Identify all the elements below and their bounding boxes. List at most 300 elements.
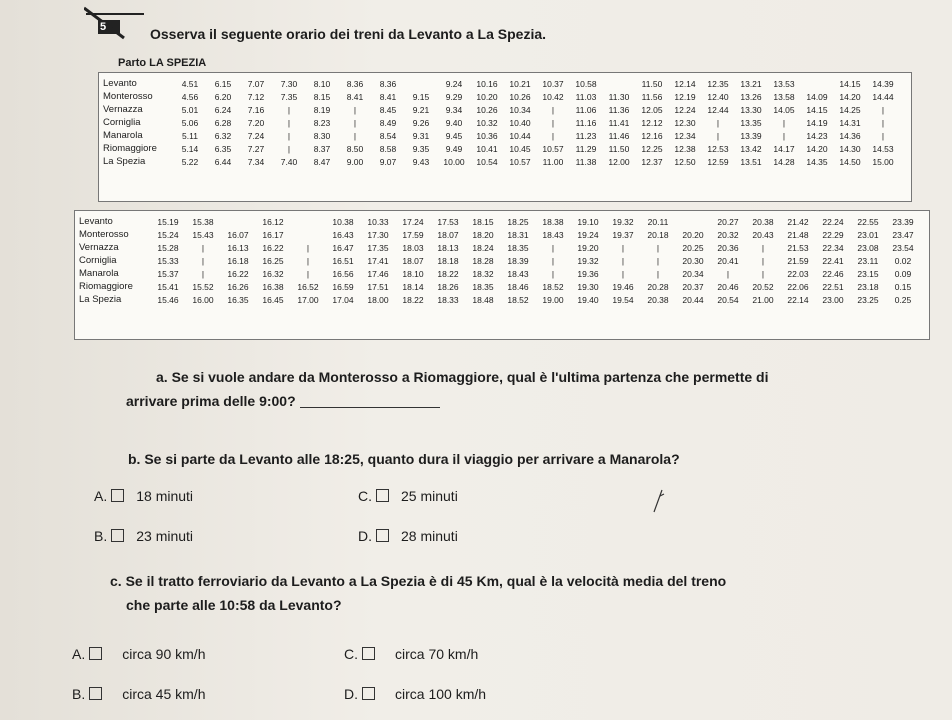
time-cell: 8.41 bbox=[346, 92, 364, 102]
time-cell: 14.09 bbox=[806, 92, 828, 102]
time-cell: 14.31 bbox=[839, 118, 861, 128]
time-cell: 14.36 bbox=[839, 131, 861, 141]
time-cell: 20.41 bbox=[717, 256, 739, 266]
time-cell: 10.20 bbox=[476, 92, 498, 102]
time-cell: 19.54 bbox=[612, 295, 634, 305]
time-cell: 18.43 bbox=[507, 269, 529, 279]
time-cell bbox=[804, 78, 830, 91]
time-cell: 16.43 bbox=[332, 230, 354, 240]
question-c-text: c. Se il tratto ferroviario da Levanto a La Spezia è di 45 Km, qual è la velocità media del treno bbox=[110, 573, 727, 589]
station-name: Monterosso bbox=[79, 229, 129, 240]
time-cell: 12.40 bbox=[707, 92, 729, 102]
time-cell: 16.07 bbox=[227, 230, 249, 240]
time-cell: 20.38 bbox=[752, 217, 774, 227]
checkbox[interactable] bbox=[111, 529, 124, 542]
time-cell: 18.00 bbox=[367, 295, 389, 305]
time-cell: 12.19 bbox=[674, 92, 696, 102]
time-cell: 16.25 bbox=[262, 256, 284, 266]
time-cell: 22.06 bbox=[787, 282, 809, 292]
time-cell: 10.33 bbox=[367, 217, 389, 227]
time-cell: 13.51 bbox=[740, 157, 762, 167]
question-a-text: a. Se si vuole andare da Monterosso a Riomaggiore, qual è l'ultima partenza che permette di bbox=[156, 369, 769, 385]
time-cell: | bbox=[306, 269, 310, 279]
time-cell: 23.11 bbox=[857, 256, 879, 266]
time-cell: 14.25 bbox=[839, 105, 861, 115]
time-cell: 17.04 bbox=[332, 295, 354, 305]
time-cell: | bbox=[287, 131, 291, 141]
time-cell: 10.36 bbox=[476, 131, 498, 141]
station-name: La Spezia bbox=[103, 156, 146, 167]
option-c-c[interactable]: C. circa 70 km/h bbox=[344, 646, 479, 662]
time-cell: | bbox=[287, 144, 291, 154]
time-cell: 18.35 bbox=[472, 282, 494, 292]
time-cell: 18.52 bbox=[542, 282, 564, 292]
time-cell: 18.14 bbox=[402, 282, 424, 292]
time-cell: 16.13 bbox=[227, 243, 249, 253]
time-cell: 5.22 bbox=[181, 157, 199, 167]
station-name: Corniglia bbox=[103, 117, 141, 128]
time-cell: 11.16 bbox=[575, 118, 597, 128]
time-cell: 19.32 bbox=[577, 256, 599, 266]
time-cell: | bbox=[287, 118, 291, 128]
time-cell: 15.41 bbox=[157, 282, 179, 292]
time-cell: 9.34 bbox=[445, 105, 463, 115]
time-cell: 10.21 bbox=[509, 79, 531, 89]
time-cell: 14.20 bbox=[806, 144, 828, 154]
time-cell: 11.36 bbox=[608, 105, 630, 115]
time-cell: 8.58 bbox=[379, 144, 397, 154]
time-cell: 8.19 bbox=[313, 105, 331, 115]
time-cell: 9.35 bbox=[412, 144, 430, 154]
time-cell: 14.30 bbox=[839, 144, 861, 154]
time-cell: 22.46 bbox=[822, 269, 844, 279]
time-cell: 18.48 bbox=[472, 295, 494, 305]
time-cell: 16.22 bbox=[262, 243, 284, 253]
time-cell: 14.15 bbox=[806, 105, 828, 115]
time-cell: 16.12 bbox=[262, 217, 284, 227]
station-names bbox=[79, 215, 133, 306]
time-cell: 7.34 bbox=[247, 157, 265, 167]
time-cell: 17.59 bbox=[402, 230, 424, 240]
station-names bbox=[103, 77, 157, 168]
time-cell: 7.30 bbox=[280, 79, 298, 89]
time-cell: | bbox=[656, 256, 660, 266]
time-cell: 16.00 bbox=[192, 295, 214, 305]
time-cell: | bbox=[353, 131, 357, 141]
time-cell: | bbox=[716, 131, 720, 141]
time-cell: 20.36 bbox=[717, 243, 739, 253]
time-cell: 7.12 bbox=[247, 92, 265, 102]
table-subtitle: Parto LA SPEZIA bbox=[118, 57, 207, 69]
time-cell: 19.40 bbox=[577, 295, 599, 305]
timetable-column bbox=[177, 78, 203, 169]
time-cell: 15.33 bbox=[157, 256, 179, 266]
time-cell: 5.01 bbox=[181, 105, 199, 115]
time-cell: 18.38 bbox=[542, 217, 564, 227]
time-cell: 14.19 bbox=[806, 118, 828, 128]
time-cell: | bbox=[881, 131, 885, 141]
time-cell: | bbox=[656, 243, 660, 253]
time-cell: 23.18 bbox=[857, 282, 879, 292]
time-cell: 0.09 bbox=[894, 269, 912, 279]
timetable-column bbox=[342, 78, 368, 169]
time-cell: 12.38 bbox=[674, 144, 696, 154]
time-cell: 8.47 bbox=[313, 157, 331, 167]
station-name: Riomaggiore bbox=[79, 281, 133, 292]
time-cell: 23.25 bbox=[857, 295, 879, 305]
time-cell: 22.14 bbox=[787, 295, 809, 305]
time-cell: 21.59 bbox=[787, 256, 809, 266]
time-cell: 23.00 bbox=[822, 295, 844, 305]
option-c-b[interactable]: B. circa 45 km/h bbox=[72, 686, 206, 702]
station-name: La Spezia bbox=[79, 294, 122, 305]
time-cell: 18.43 bbox=[542, 230, 564, 240]
time-cell: 18.10 bbox=[402, 269, 424, 279]
timetable-column bbox=[540, 216, 566, 307]
time-cell: 10.26 bbox=[509, 92, 531, 102]
time-cell: 10.57 bbox=[542, 144, 564, 154]
time-cell: 20.54 bbox=[717, 295, 739, 305]
time-cell: 12.59 bbox=[707, 157, 729, 167]
station-name: Vernazza bbox=[79, 242, 119, 253]
time-cell: 7.16 bbox=[247, 105, 265, 115]
time-cell: 11.41 bbox=[608, 118, 630, 128]
option-b-d[interactable]: D. 28 minuti bbox=[358, 528, 458, 544]
time-cell: 8.37 bbox=[313, 144, 331, 154]
time-cell: 23.39 bbox=[892, 217, 914, 227]
time-cell: 16.56 bbox=[332, 269, 354, 279]
checkbox[interactable] bbox=[376, 489, 389, 502]
timetable-column bbox=[680, 216, 706, 307]
time-cell: 11.30 bbox=[608, 92, 630, 102]
time-cell: 22.29 bbox=[822, 230, 844, 240]
station-name: Riomaggiore bbox=[103, 143, 157, 154]
time-cell: 20.28 bbox=[647, 282, 669, 292]
timetable-column bbox=[375, 78, 401, 169]
time-cell: 21.00 bbox=[752, 295, 774, 305]
time-cell: 5.06 bbox=[181, 118, 199, 128]
time-cell: 23.47 bbox=[892, 230, 914, 240]
time-cell: 20.44 bbox=[682, 295, 704, 305]
timetable-column bbox=[820, 216, 846, 307]
time-cell: 16.35 bbox=[227, 295, 249, 305]
station-name: Monterosso bbox=[103, 91, 153, 102]
time-cell: 19.24 bbox=[577, 230, 599, 240]
checkbox[interactable] bbox=[362, 687, 375, 700]
time-cell: 22.03 bbox=[787, 269, 809, 279]
time-cell: 20.43 bbox=[752, 230, 774, 240]
time-cell: 5.14 bbox=[181, 144, 199, 154]
time-cell: 4.51 bbox=[181, 79, 199, 89]
time-cell: 4.56 bbox=[181, 92, 199, 102]
timetable-column bbox=[870, 78, 896, 169]
time-cell: 0.25 bbox=[894, 295, 912, 305]
time-cell: 10.32 bbox=[476, 118, 498, 128]
time-cell: 18.22 bbox=[402, 295, 424, 305]
timetable-column bbox=[672, 78, 698, 169]
time-cell: 8.30 bbox=[313, 131, 331, 141]
time-cell: 17.35 bbox=[367, 243, 389, 253]
time-cell: 17.53 bbox=[437, 217, 459, 227]
timetable-column bbox=[400, 216, 426, 307]
time-cell: 16.17 bbox=[262, 230, 284, 240]
timetable-column bbox=[155, 216, 181, 307]
timetable-column bbox=[276, 78, 302, 169]
time-cell: 11.00 bbox=[542, 157, 564, 167]
time-cell: 18.07 bbox=[437, 230, 459, 240]
time-cell: 18.18 bbox=[437, 256, 459, 266]
timetable-column bbox=[738, 78, 764, 169]
time-cell: 14.39 bbox=[872, 79, 894, 89]
time-cell: | bbox=[551, 269, 555, 279]
time-cell: | bbox=[782, 118, 786, 128]
station-name: Manarola bbox=[103, 130, 143, 141]
time-cell: 10.41 bbox=[476, 144, 498, 154]
time-cell: 9.00 bbox=[346, 157, 364, 167]
time-cell: | bbox=[201, 243, 205, 253]
time-cell: 8.45 bbox=[379, 105, 397, 115]
time-cell: 20.18 bbox=[647, 230, 669, 240]
time-cell: | bbox=[551, 131, 555, 141]
time-cell: 16.51 bbox=[332, 256, 354, 266]
time-cell: 16.52 bbox=[297, 282, 319, 292]
time-cell: 15.37 bbox=[157, 269, 179, 279]
exercise-number-marker bbox=[84, 6, 146, 40]
station-name: Corniglia bbox=[79, 255, 117, 266]
time-cell: 14.05 bbox=[773, 105, 795, 115]
checkbox[interactable] bbox=[89, 687, 102, 700]
time-cell: 8.15 bbox=[313, 92, 331, 102]
timetable-afternoon bbox=[74, 210, 930, 340]
time-cell: 10.54 bbox=[476, 157, 498, 167]
option-c-d[interactable]: D. circa 100 km/h bbox=[344, 686, 487, 702]
time-cell bbox=[295, 229, 321, 242]
time-cell: 20.25 bbox=[682, 243, 704, 253]
time-cell: 14.20 bbox=[839, 92, 861, 102]
time-cell: 10.40 bbox=[509, 118, 531, 128]
time-cell: 9.49 bbox=[445, 144, 463, 154]
time-cell: 18.28 bbox=[472, 256, 494, 266]
time-cell: 14.17 bbox=[773, 144, 795, 154]
time-cell: 16.26 bbox=[227, 282, 249, 292]
time-cell: 9.15 bbox=[412, 92, 430, 102]
time-cell: 14.28 bbox=[773, 157, 795, 167]
time-cell: 0.02 bbox=[894, 256, 912, 266]
time-cell: 22.41 bbox=[822, 256, 844, 266]
time-cell: | bbox=[881, 105, 885, 115]
time-cell: 18.20 bbox=[472, 230, 494, 240]
time-cell: 18.22 bbox=[437, 269, 459, 279]
time-cell: 17.30 bbox=[367, 230, 389, 240]
time-cell: 10.58 bbox=[575, 79, 597, 89]
time-cell: 14.44 bbox=[872, 92, 894, 102]
time-cell: 23.15 bbox=[857, 269, 879, 279]
time-cell: 10.34 bbox=[509, 105, 531, 115]
timetable-column bbox=[771, 78, 797, 169]
time-cell: 18.33 bbox=[437, 295, 459, 305]
time-cell: 11.29 bbox=[575, 144, 597, 154]
time-cell: 13.42 bbox=[740, 144, 762, 154]
time-cell: 13.30 bbox=[740, 105, 762, 115]
time-cell: 18.39 bbox=[507, 256, 529, 266]
time-cell: 12.30 bbox=[674, 118, 696, 128]
time-cell: | bbox=[306, 243, 310, 253]
checkbox[interactable] bbox=[376, 529, 389, 542]
time-cell: 10.38 bbox=[332, 217, 354, 227]
time-cell: 20.34 bbox=[682, 269, 704, 279]
time-cell: 12.35 bbox=[707, 79, 729, 89]
time-cell: 9.31 bbox=[412, 131, 430, 141]
time-cell: 10.16 bbox=[476, 79, 498, 89]
time-cell: | bbox=[621, 243, 625, 253]
time-cell: 15.28 bbox=[157, 243, 179, 253]
question-a-line: arrivare prima delle 9:00? bbox=[126, 393, 296, 409]
time-cell: 14.35 bbox=[806, 157, 828, 167]
timetable-column bbox=[190, 216, 216, 307]
time-cell: 0.15 bbox=[894, 282, 912, 292]
timetable-column bbox=[435, 216, 461, 307]
time-cell: 6.32 bbox=[214, 131, 232, 141]
timetable-column bbox=[225, 216, 251, 307]
time-cell: 19.46 bbox=[612, 282, 634, 292]
time-cell: 12.16 bbox=[641, 131, 663, 141]
timetable-column bbox=[855, 216, 881, 307]
timetable-column bbox=[750, 216, 776, 307]
time-cell: 11.46 bbox=[608, 131, 630, 141]
time-cell: 9.45 bbox=[445, 131, 463, 141]
time-cell: 14.50 bbox=[839, 157, 861, 167]
option-c-a[interactable]: A. circa 90 km/h bbox=[72, 646, 206, 662]
time-cell: 6.35 bbox=[214, 144, 232, 154]
time-cell: 9.07 bbox=[379, 157, 397, 167]
option-b-a[interactable]: A. 18 minuti bbox=[94, 488, 194, 504]
timetable-column bbox=[705, 78, 731, 169]
time-cell: 20.32 bbox=[717, 230, 739, 240]
time-cell: 10.57 bbox=[509, 157, 531, 167]
timetable-column bbox=[505, 216, 531, 307]
time-cell: | bbox=[201, 256, 205, 266]
time-cell bbox=[295, 216, 321, 229]
time-cell: 11.06 bbox=[575, 105, 597, 115]
time-cell: 19.20 bbox=[577, 243, 599, 253]
time-cell: 7.24 bbox=[247, 131, 265, 141]
time-cell: | bbox=[621, 269, 625, 279]
time-cell: 19.37 bbox=[612, 230, 634, 240]
time-cell: | bbox=[287, 105, 291, 115]
time-cell: 22.34 bbox=[822, 243, 844, 253]
time-cell: 13.39 bbox=[740, 131, 762, 141]
time-cell: | bbox=[761, 269, 765, 279]
time-cell: 20.37 bbox=[682, 282, 704, 292]
time-cell: 22.24 bbox=[822, 217, 844, 227]
time-cell: 22.51 bbox=[822, 282, 844, 292]
time-cell: 18.32 bbox=[472, 269, 494, 279]
time-cell: 12.44 bbox=[707, 105, 729, 115]
exercise-title: Osserva il seguente orario dei treni da Levanto a La Spezia. bbox=[150, 26, 547, 42]
timetable-column bbox=[715, 216, 741, 307]
time-cell: 5.11 bbox=[182, 131, 198, 141]
time-cell: 6.15 bbox=[214, 79, 232, 89]
checkbox[interactable] bbox=[111, 489, 124, 502]
timetable-column bbox=[639, 78, 665, 169]
time-cell: | bbox=[761, 256, 765, 266]
timetable-column bbox=[610, 216, 636, 307]
time-cell: 12.53 bbox=[707, 144, 729, 154]
timetable-column bbox=[575, 216, 601, 307]
timetable-column bbox=[507, 78, 533, 169]
time-cell: 15.19 bbox=[157, 217, 179, 227]
time-cell: 22.55 bbox=[857, 217, 879, 227]
option-b-c[interactable]: C. 25 minuti bbox=[358, 488, 458, 504]
option-b-b[interactable]: B. 23 minuti bbox=[94, 528, 194, 544]
time-cell: 8.49 bbox=[379, 118, 397, 128]
checkbox[interactable] bbox=[362, 647, 375, 660]
time-cell: 11.23 bbox=[575, 131, 597, 141]
time-cell: 20.11 bbox=[647, 217, 669, 227]
time-cell: 16.32 bbox=[262, 269, 284, 279]
question-c-text-2: che parte alle 10:58 da Levanto? bbox=[126, 597, 342, 613]
time-cell: 6.20 bbox=[214, 92, 232, 102]
time-cell: 6.44 bbox=[214, 157, 232, 167]
time-cell: 14.53 bbox=[872, 144, 894, 154]
time-cell: 9.26 bbox=[412, 118, 430, 128]
answer-blank[interactable] bbox=[300, 393, 440, 408]
time-cell: 18.31 bbox=[507, 230, 529, 240]
time-cell: | bbox=[551, 105, 555, 115]
time-cell: 8.36 bbox=[379, 79, 397, 89]
timetable-column bbox=[330, 216, 356, 307]
time-cell: | bbox=[353, 118, 357, 128]
time-cell: | bbox=[716, 118, 720, 128]
time-cell: 13.21 bbox=[740, 79, 762, 89]
time-cell: 18.25 bbox=[507, 217, 529, 227]
time-cell: | bbox=[726, 269, 730, 279]
pencil-mark bbox=[650, 488, 666, 514]
time-cell: 14.15 bbox=[839, 79, 861, 89]
time-cell: | bbox=[782, 131, 786, 141]
time-cell: 18.35 bbox=[507, 243, 529, 253]
time-cell: 9.43 bbox=[412, 157, 430, 167]
time-cell: 6.24 bbox=[214, 105, 232, 115]
time-cell: 20.52 bbox=[752, 282, 774, 292]
time-cell: 12.12 bbox=[641, 118, 663, 128]
time-cell: 15.52 bbox=[192, 282, 214, 292]
time-cell: 11.38 bbox=[575, 157, 597, 167]
time-cell: 10.00 bbox=[443, 157, 465, 167]
time-cell: 12.25 bbox=[641, 144, 663, 154]
time-cell: 15.38 bbox=[192, 217, 214, 227]
checkbox[interactable] bbox=[89, 647, 102, 660]
timetable-column bbox=[210, 78, 236, 169]
time-cell: 19.32 bbox=[612, 217, 634, 227]
station-name: Levanto bbox=[103, 78, 137, 89]
time-cell: 14.23 bbox=[806, 131, 828, 141]
timetable-column bbox=[470, 216, 496, 307]
time-cell: 21.53 bbox=[787, 243, 809, 253]
timetable-column bbox=[837, 78, 863, 169]
time-cell: 13.58 bbox=[773, 92, 795, 102]
time-cell: 19.30 bbox=[577, 282, 599, 292]
time-cell: 12.14 bbox=[674, 79, 696, 89]
time-cell: 23.54 bbox=[892, 243, 914, 253]
time-cell bbox=[680, 216, 706, 229]
time-cell: 11.50 bbox=[608, 144, 630, 154]
time-cell: 21.48 bbox=[787, 230, 809, 240]
time-cell: 8.50 bbox=[346, 144, 364, 154]
time-cell: 13.26 bbox=[740, 92, 762, 102]
timetable-column bbox=[890, 216, 916, 307]
time-cell: 13.53 bbox=[773, 79, 795, 89]
